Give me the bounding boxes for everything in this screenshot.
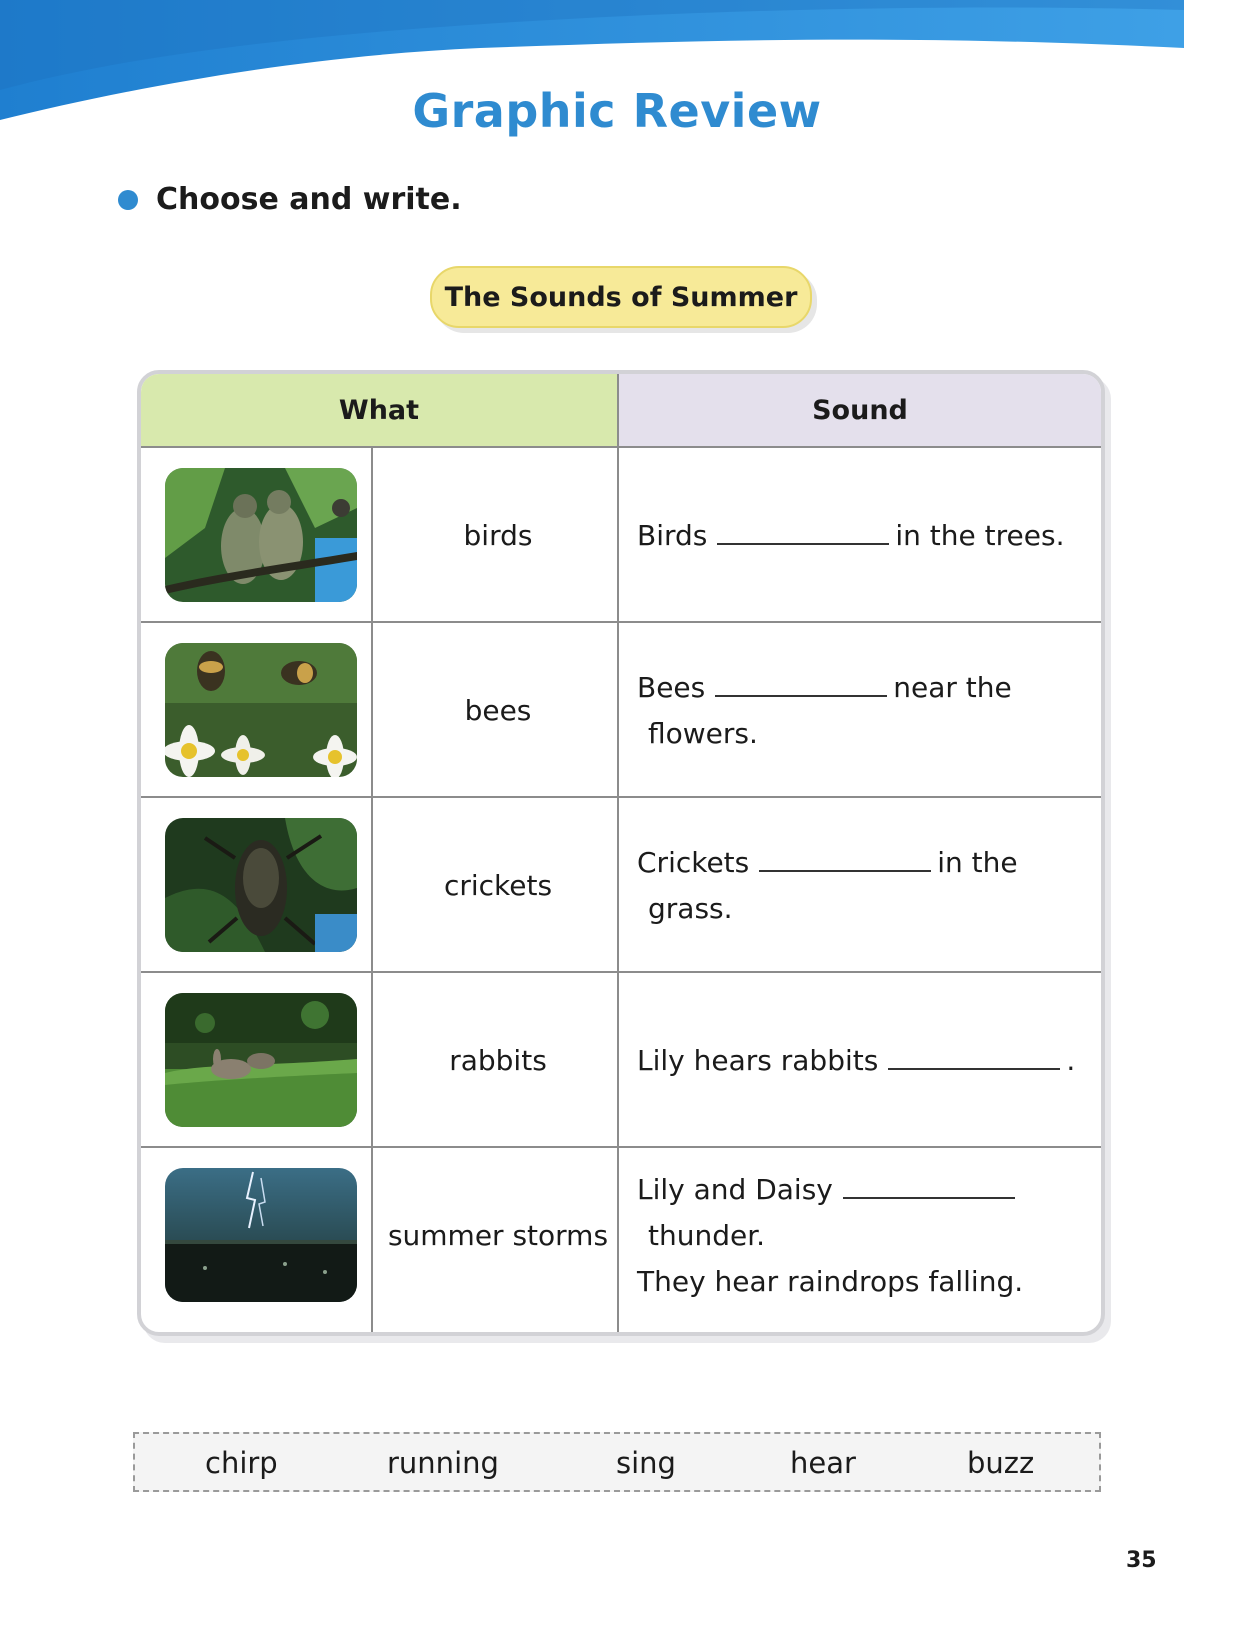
word-bank (133, 1432, 1101, 1492)
answer-blank[interactable] (843, 1171, 1015, 1199)
what-label: bees (464, 694, 532, 727)
sound-sentence (637, 798, 1087, 973)
sentence-end: . (1066, 1043, 1076, 1077)
birds-photo (165, 468, 357, 602)
answer-blank[interactable] (717, 517, 889, 545)
instruction-text: Choose and write. (156, 182, 462, 217)
what-label: summer storms (387, 1219, 609, 1252)
page-number: 35 (1126, 1548, 1157, 1573)
table-row (141, 623, 1101, 798)
what-label: rabbits (449, 1044, 547, 1077)
table-row (141, 798, 1101, 973)
what-label: birds (463, 519, 533, 552)
sound-sentence (637, 623, 1087, 798)
page-title: Graphic Review (412, 84, 822, 138)
table-row (141, 448, 1101, 623)
word-option[interactable]: chirp (205, 1446, 278, 1480)
what-label: crickets (443, 869, 553, 902)
crickets-photo (165, 818, 357, 952)
sound-sentence (637, 448, 1087, 623)
answer-blank[interactable] (888, 1042, 1060, 1070)
instruction (118, 182, 462, 217)
word-option[interactable]: sing (616, 1446, 676, 1480)
word-option[interactable]: hear (790, 1446, 856, 1480)
sound-sentence (637, 973, 1087, 1148)
section-title-badge: The Sounds of Summer (430, 266, 812, 328)
table-row (141, 1148, 1101, 1323)
sentence-end: near the (893, 670, 1012, 704)
header-what: What (141, 374, 617, 446)
bullet-icon (118, 190, 138, 210)
table-row (141, 973, 1101, 1148)
sound-sentence (637, 1148, 1087, 1323)
storm-photo (165, 1168, 357, 1302)
sentence-start: Lily hears rabbits (637, 1043, 879, 1077)
sounds-table (137, 370, 1105, 1336)
sentence-end: in the (937, 845, 1018, 879)
word-option[interactable]: buzz (967, 1446, 1035, 1480)
rabbits-photo (165, 993, 357, 1127)
sentence-continuation: flowers. (648, 716, 758, 750)
sentence-start: Bees (637, 670, 706, 704)
sentence-end: in the trees. (895, 518, 1065, 552)
sentence-continuation: thunder. (648, 1218, 766, 1252)
header-sound: Sound (618, 374, 1102, 446)
answer-blank[interactable] (759, 844, 931, 872)
sentence-start: Crickets (637, 845, 750, 879)
sentence-start: Birds (637, 518, 708, 552)
sentence-continuation: grass. (648, 891, 733, 925)
bees-photo (165, 643, 357, 777)
answer-blank[interactable] (715, 669, 887, 697)
sentence-extra: They hear raindrops falling. (637, 1264, 1024, 1298)
sentence-start: Lily and Daisy (637, 1172, 833, 1206)
word-option[interactable]: running (387, 1446, 499, 1480)
